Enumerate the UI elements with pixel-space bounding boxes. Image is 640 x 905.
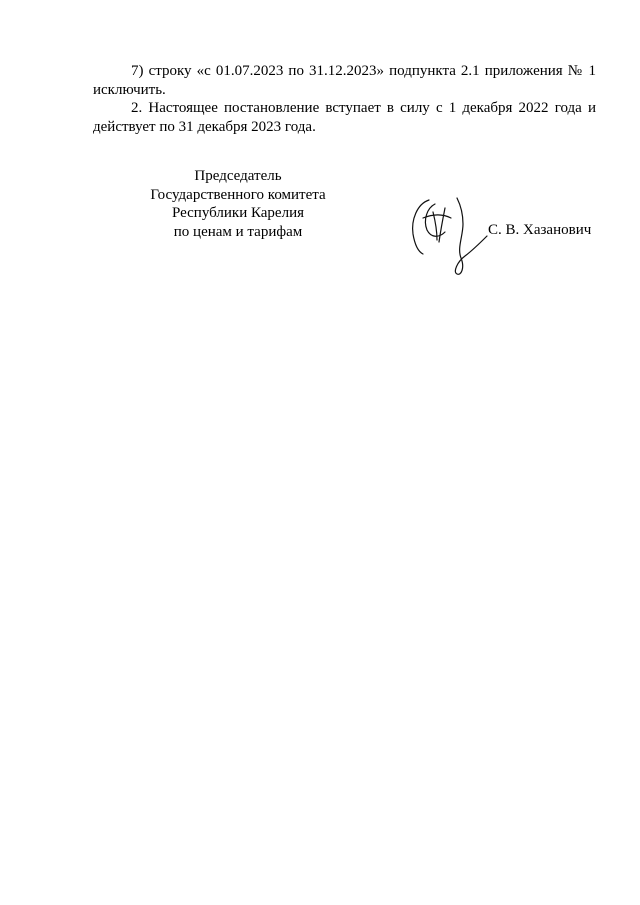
paragraph-item-7: 7) строку «с 01.07.2023 по 31.12.2023» подпункта 2.1 приложения № 1 исключить.	[93, 63, 596, 98]
signatory-title-line: Республики Карелия	[171, 205, 305, 221]
paragraph-effective-date: 2. Настоящее постановление вступает в силу с 1 декабря 2022 года и действует по 31 декабря 2023 года.	[93, 100, 596, 135]
handwritten-signature	[405, 190, 497, 282]
document-body	[93, 62, 596, 136]
signatory-title-line: Председатель	[194, 168, 282, 184]
signatory-title	[138, 167, 338, 241]
signatory-title-line: по ценам и тарифам	[173, 223, 303, 240]
signatory-name: С. В. Хазанович	[488, 222, 592, 238]
signatory-title-line: Государственного комитета	[150, 186, 326, 203]
